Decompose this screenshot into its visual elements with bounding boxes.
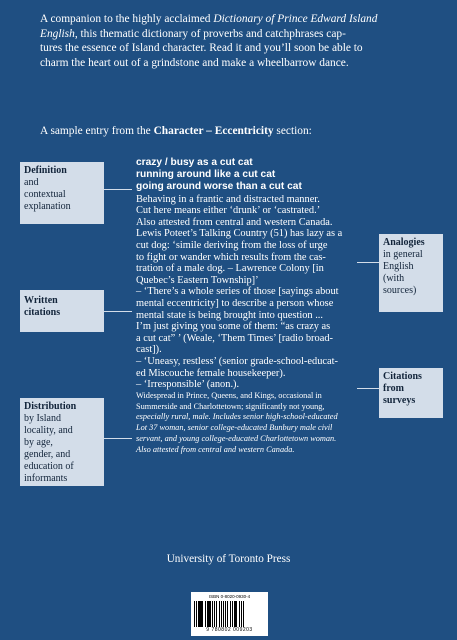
analogies-label: Analogies [383, 237, 425, 248]
entry-line: – ‘There’s a whole series of those [sayings about [136, 286, 339, 298]
written-label-2: citations [24, 307, 61, 318]
isbn-barcode [191, 592, 268, 636]
barcode-digits: 9 780802 009203 [206, 627, 253, 633]
intro-title-1: Dictionary of Prince Edward Island [213, 13, 378, 25]
surveys-box [379, 368, 443, 418]
definition-connector [104, 189, 132, 190]
distribution-line: servant, and young college-educated Charlottetown woman. [136, 433, 337, 443]
distribution-text-6: informants [24, 473, 68, 484]
distribution-line: Widespread in Prince, Queens, and Kings, occasional in [136, 390, 322, 400]
sample-heading [40, 124, 440, 138]
headword-1: crazy / busy as a cut cat [136, 157, 253, 168]
written-connector [104, 311, 132, 312]
distribution-text-4: gender, and [24, 449, 71, 460]
definition-label: Definition [24, 165, 67, 176]
entry-line: Behaving in a frantic and distracted manner. [136, 193, 320, 205]
entry-line: Lewis Poteet’s Talking Country (51) has lazy as a [136, 228, 343, 240]
sample-prefix: A sample entry from the [40, 125, 151, 137]
entry-line: – ‘Irresponsible’ (anon.). [136, 379, 240, 391]
entry-line: tration of a male dog. – Lawrence Colony [in [136, 263, 324, 275]
intro-line-4: charm the heart out of a grindstone and make a wheelbarrow dance. [40, 56, 349, 69]
analogies-text-1: in general [383, 249, 423, 260]
definition-text-2: contextual [24, 189, 66, 200]
publisher-name: University of Toronto Press [166, 553, 291, 565]
entry-line: I’m just giving you some of them: “as crazy as [136, 321, 331, 333]
barcode-stripe [244, 601, 245, 627]
entry-line: – ‘Uneasy, restless’ (senior grade-school-educat- [136, 355, 338, 367]
intro-paragraph [40, 12, 438, 70]
written-citations-box [20, 290, 104, 332]
definition-text-1: and [24, 177, 39, 188]
surveys-label-3: surveys [383, 395, 416, 406]
distribution-text-3: by age, [24, 437, 53, 448]
entry-line: ed Miscouche female housekeeper). [136, 367, 286, 379]
intro-line-1: A companion to the highly acclaimed [40, 13, 211, 25]
analogies-text-4: sources) [383, 285, 417, 296]
intro-line-3: tures the essence of Island character. Read it and you’ll soon be able to [40, 42, 363, 55]
sample-suffix: section: [276, 125, 312, 137]
distribution-line: Summerside and Charlottetown; significantly not young, [136, 401, 325, 411]
surveys-label-2: from [383, 383, 404, 394]
definition-text-3: explanation [24, 201, 71, 212]
barcode-bars [194, 601, 265, 627]
entry-line: a cut cat” ’ (Weale, ‘Them Times’ [radio broad- [136, 332, 333, 344]
entry-line: Also attested from central and western Canada. [136, 216, 333, 228]
intro-line-2: , this thematic dictionary of proverbs and catchphrases cap- [74, 27, 346, 40]
entry-line: Quebec’s Eastern Township]’ [136, 274, 259, 286]
analogies-box [379, 234, 443, 312]
entry-line: mental state is being brought into question ... [136, 309, 324, 321]
headword-2: running around like a cut cat [136, 169, 276, 181]
entry-line: cut dog: ‘simile deriving from the loss of urge [136, 239, 328, 251]
distribution-label: Distribution [24, 401, 77, 412]
distribution-text-1: by Island [24, 413, 61, 424]
headword-3: going around worse than a cut cat [136, 181, 302, 193]
written-label-1: Written [24, 295, 58, 306]
definition-box [20, 162, 104, 224]
entry-line: mental eccentricity] to describe a person whose [136, 297, 334, 309]
distribution-text-2: locality, and [24, 425, 73, 436]
distribution-line: Lot 37 woman, senior college-educated Bunbury male civil [136, 423, 333, 433]
entry-line: to fight or wander which results from the cas- [136, 251, 326, 263]
entry-line: cast]). [136, 344, 162, 356]
distribution-line: especially rural, male. Includes senior high-school-educated [136, 412, 338, 422]
distribution-box [20, 398, 104, 486]
entry-line: Cut here means either ‘drunk’ or ‘castrated.’ [136, 205, 321, 217]
isbn-number: ISBN 0-8020-0930-4 [208, 594, 251, 599]
distribution-line: Also attested from central and western Canada. [136, 444, 295, 454]
sample-section: Character – Eccentricity [153, 125, 274, 137]
distribution-text-5: education of [24, 461, 74, 472]
surveys-label-1: Citations [383, 371, 422, 382]
analogies-text-3: (with [383, 273, 405, 284]
analogies-text-2: English [383, 261, 414, 272]
dictionary-entry [136, 157, 372, 455]
distribution-connector [104, 438, 132, 439]
intro-title-2: English [40, 27, 75, 40]
